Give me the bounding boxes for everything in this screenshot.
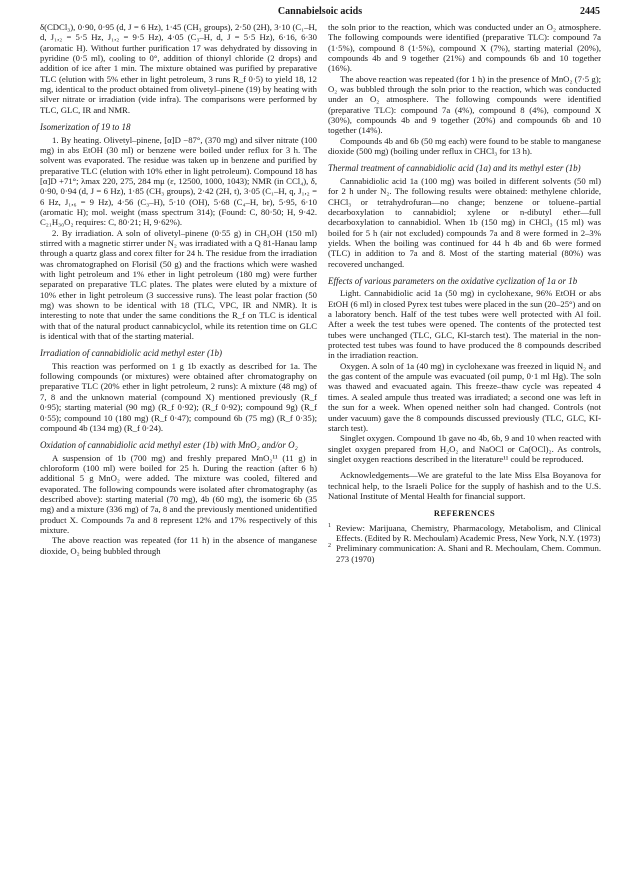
reference-item (328, 523, 601, 544)
reference-item (328, 543, 601, 564)
left-paragraph-by-irradiation: 2. By irradiation. A soln of olivetyl–pinene (0·55 g) in CH₃OH (150 ml) stirred with a magnetic stirrer under N₂ was irradiated with a Q 81-Hanau lamp through a quartz glass and corex filter for 24 h. The residue from the irradiation was chromatographed on Florisil (50 g) and the fractions which were washed with light petroleum and 1% ether in light petroleum (180 mg) were further separated on preparative TLC plates. The plates were eluted by a mixture of 10% ether in light petroleum (3 successive runs). The least polar fraction (50 mg) was shown to be identical with 18 (TLC, VPC, IR and NMR). It is interesting to note that under the same conditions the R_f on TLC is identical with that of the natural product cannabicyclol, while its retention time on GLC is identical with that of the starting material. (40, 227, 317, 342)
page-header (40, 6, 600, 22)
left-paragraph-nmr-data: δ(CDCl₃), 0·90, 0·95 (d, J = 6 Hz), 1·45 (CH₃ groups), 2·50 (2H), 3·10 (C₁–H, d, J₁,₂ = 5·5 Hz, J₁,₂ = 9·5 Hz), 4·05 (C₃–H, d, J = 5·5 Hz), 6·16, 6·30 (aromatic H). Without further purification 17 was dehydrated by dissoving in pyridine (0·5 ml), cooling to 0°, addition of thionyl chloride (2 drops) and addition of ice after 1 min. The mixture obtained was purified by preparative TLC (elution with 5% ether in light petroleum, 3 runs R_f 0·5) to yield 18, 12 mg, identical to the product obtained from olivetyl–pinene (19) by heating with silver nitrate or irradiation (vide infra). The comparisons were performed by TLC, GLC, IR and NMR. (40, 22, 317, 115)
section-heading-parameters: Effects of various parameters on the oxidative cyclization of 1a or 1b (328, 275, 578, 286)
left-paragraph-irradiation-results: This reaction was performed on 1 g 1b exactly as described for 1a. The following compounds (or mixtures) were obtained after chromatography on preparative TLC (20% ether in light petroleum, 2 runs): A mixture (48 mg) of 7, 8 and the unknown material (compound X) mentioned previously (R_f 0·95); starting material (90 mg) (R_f 0·92); (R_f 0·92); compound 9g) (R_f 0·55); compound 10 (180 mg) (R_f 0·47); compound 6b (75 mg) (R_f 0·35); compound 4b (134 mg) (R_f 0·24). (40, 360, 317, 433)
left-paragraph-repeated-reaction: The above reaction was repeated (for 11 h) in the absence of manganese dioxide, O₂ being bubbled through (40, 535, 317, 556)
left-paragraph-by-heating: 1. By heating. Olivetyl–pinene, [α]D −87°, (370 mg) and silver nitrate (100 mg) in abs EtOH (30 ml) or benzene were boiled under reflux for 3 h. The solvent was evaporated. The residue was taken up in benzene and purified by preparative TLC (elution with 10% ether in light petroleum). Compound 18 has [α]D +71°; λmax 220, 275, 284 mμ (ε, 12500, 1000, 1043); NMR (in CCl₄), δ, 0·90, 0·94 (d, J = 6 Hz), 1·85 (CH₃ groups), 2·42 (2H, t), 3·05 (C₁–H, q, J₁,₂ = 6 Hz, J₁,₆ = 9 Hz), 4·56 (C₃–H), 5·10 (OH), 5·68 (C₄–H, br), 5·95, 6·10 (aromatic H); mol. weight (mass spectrum 314); (Found: C, 80·50; H, 9·42. C₂₁H₃₀O₂ requires: C, 80·21; H, 9·62%). (40, 134, 317, 228)
section-heading-isomerization: Isomerization of 19 to 18 (40, 122, 131, 133)
references-heading: REFERENCES (433, 509, 496, 519)
right-paragraph-thermal-results: Cannabidiolic acid 1a (100 mg) was boiled in different solvents (50 ml) for 2 h under N₂. The following results were obtained: methylene chloride, CHCl₃ or tetrahydrofuran—no change; benzene or toluene–partial decarboxylation to cannabidiol; xylene or n-dibutyl ether—full decarboxylation to cannabidiol. When 1b (150 mg) in CHCl₃ (15 ml) was boiled for 5 h (air not excluded) compounds 7a and 8 were formed in 2–3% yields. When the boiling was continued for 44 h 4b and 6b were formed (TLC) in addition to 7a and 8. Most of the starting material (80%) was recovered unchanged. (328, 175, 601, 269)
right-paragraph-repeated-1h: The above reaction was repeated (for 1 h) in the presence of MnO₂ (7·5 g); O₂ was bubbled through the soln prior to the reaction, which was conducted under an O₂ atmosphere. The following compounds were identified (preparative TLC): compound 7a (4%), compound 8 (4%), compound X (30%), compounds 4b and 9 together (20%) and compounds 6b and 10 together (14%). (328, 73, 601, 136)
running-title: Cannabielsoic acids (277, 6, 363, 17)
right-paragraph-continued: the soln prior to the reaction, which was conducted under an O₂ atmosphere. The following compounds were identified (preparative TLC): compound 7a (1·5%), compound 8 (1·5%), compound X (7%), starting material (20%), compounds 4b and 9 together (21%) and compounds 6b and 10 together (16%). (328, 22, 601, 74)
acknowledgements: Acknowledgements—We are grateful to the late Miss Elsa Boyanova for technical help, to the Israeli Police for the supply of hashish and to the U.S. National Institute of Mental Health for financial support. (328, 470, 601, 501)
left-column (40, 22, 317, 556)
section-heading-thermal: Thermal treatment of cannabidiolic acid (1a) and its methyl ester (1b) (328, 163, 581, 174)
section-heading-irradiation-1b: Irradiation of cannabidiolic acid methyl ester (1b) (40, 348, 222, 359)
reference-number: 1 (328, 522, 331, 529)
reference-text: Preliminary communication: A. Shani and R. Mechoulam, Chem. Commun. 273 (1970) (336, 543, 601, 564)
reference-text: Review: Marijuana, Chemistry, Pharmacology, Metabolism, and Clinical Effects. (Edited by R. Mechoulam) Academic Press, New York, N.Y. (1973) (336, 522, 601, 543)
page-number: 2445 (580, 6, 600, 17)
section-heading-oxidation: Oxidation of cannabidiolic acid methyl ester (1b) with MnO₂ and/or O₂ (40, 440, 298, 451)
right-paragraph-light: Light. Cannabidiolic acid 1a (50 mg) in cyclohexane, 96% EtOH or abs EtOH (6 ml) in closed Pyrex test tubes were placed in the sun (20–25°) and on a laboratory bench. Half of the test tubes were well protected with Al foil. After a week the test tubes were opened. The contents of the protected test tubes were unchanged (TLC, GLC, KI-starch test). The material in the non-protected test tubes was found to have produced the 8 compounds described in the irradiation reaction. (328, 288, 601, 361)
reference-number: 2 (328, 543, 331, 550)
left-paragraph-mno2-suspension: A suspension of 1b (700 mg) and freshly prepared MnO₂¹¹ (11 g) in chloroform (100 ml) were boiled for 25 h. During the reaction (after 6 h) additional 5 g MnO₂ were added. The mixture was cooled, filtered and evaporated. The following compounds were isolated after chromatography (as described above): starting material (70 mg), 4b (60 mg), the isomeric 6b (35 mg) and a mixture (336 mg) of 7a, 8 and the previously mentioned unidentified product X. Compounds 7a and 8 represent 12% and 17% respectively of this mixture. (40, 452, 317, 535)
right-paragraph-singlet-oxygen: Singlet oxygen. Compound 1b gave no 4b, 6b, 9 and 10 when reacted with singlet oxygen prepared from H₂O₂ and NaOCl or Ca(OCl)₂. As controls, singlet oxygen reactions described in the literature¹¹ could be reproduced. (328, 433, 601, 464)
right-paragraph-oxygen: Oxygen. A soln of 1a (40 mg) in cyclohexane was freezed in liquid N₂ and the gas content of the ampule was evacuated (oil pump, 0·1 ml Hg). The soln was thawed and evacuated again. This freeze–thaw cycle was repeated 4 times. A sealed ampule thus treated was irradiated; a second one was left in the sun for a week. When opened neither soln had changed. Controls (not under vacuum) gave the 8 compounds discussed previously (TLC, GLC, KI-starch test). (328, 360, 601, 433)
right-paragraph-stability: Compounds 4b and 6b (50 mg each) were found to be stable to manganese dioxide (500 mg) (boiling under reflux in CHCl₃ for 13 h). (328, 135, 601, 157)
right-column (328, 22, 601, 564)
